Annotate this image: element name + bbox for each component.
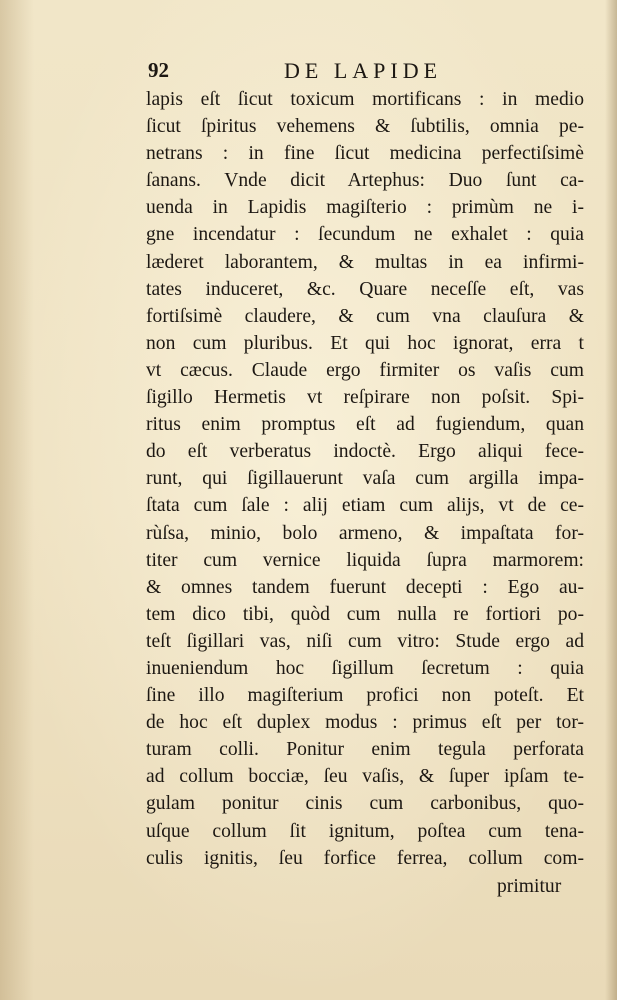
text-line: gulam ponitur cinis cum carbonibus, quo-	[146, 793, 584, 815]
text-line: & omnes tandem fuerunt decepti : Ego au-	[146, 576, 584, 598]
text-line: læderet laborantem, & multas in ea infirmi-	[146, 251, 584, 273]
text-line: uenda in Lapidis magiſterio : primùm ne i-	[146, 197, 584, 219]
text-line: rùſsa, minio, bolo armeno, & impaſtata for-	[146, 522, 584, 544]
running-title: DE LAPIDE	[284, 58, 443, 83]
text-line: netrans : in fine ſicut medicina perfectiſsimè	[146, 143, 584, 165]
text-line: ſtata cum ſale : alij etiam cum alijs, vt de ce-	[146, 495, 584, 517]
text-line: turam colli. Ponitur enim tegula perforata	[146, 739, 584, 761]
text-line: non cum pluribus. Et qui hoc ignorat, erra t	[146, 332, 584, 354]
running-head	[148, 58, 458, 84]
text-line: ad collum bocciæ, ſeu vaſis, & ſuper ipſam te-	[146, 766, 584, 788]
text-line: uſque collum ſit ignitum, poſtea cum tena-	[146, 820, 584, 842]
text-line: gne incendatur : ſecundum ne exhalet : quia	[146, 224, 584, 246]
text-line: inueniendum hoc ſigillum ſecretum : quia	[146, 657, 584, 679]
text-line: lapis eſt ſicut toxicum mortificans : in medio	[146, 89, 584, 110]
text-line: titer cum vernice liquida ſupra marmorem:	[146, 549, 584, 571]
text-line: de hoc eſt duplex modus : primus eſt per tor-	[146, 712, 584, 734]
text-line: do eſt verberatus indoctè. Ergo aliqui fece-	[146, 441, 584, 463]
text-line: ſigillo Hermetis vt reſpirare non poſsit. Spi-	[146, 387, 584, 409]
text-line: runt, qui ſigillauerunt vaſa cum argilla impa-	[146, 468, 584, 490]
text-line: fortiſsimè claudere, & cum vna clauſura &	[146, 305, 584, 327]
text-line: vt cæcus. Claude ergo firmiter os vaſis cum	[146, 359, 584, 381]
text-line: ſanans. Vnde dicit Artephus: Duo ſunt ca-	[146, 170, 584, 192]
text-line: tates induceret, &c. Quare neceſſe eſt, vas	[146, 278, 584, 300]
page-number: 92	[148, 58, 169, 82]
text-line: ſine illo magiſterium profici non poteſt. Et	[146, 685, 584, 707]
body-text	[146, 86, 584, 872]
text-line: teſt ſigillari vas, niſi cum vitro: Stude ergo ad	[146, 630, 584, 652]
text-line: tem dico tibi, quòd cum nulla re fortiori po-	[146, 603, 584, 625]
catchword: primitur	[497, 876, 562, 897]
text-line: culis ignitis, ſeu forfice ferrea, collum com-	[146, 847, 584, 869]
text-line: ſicut ſpiritus vehemens & ſubtilis, omnia pe-	[146, 116, 584, 138]
text-line: ritus enim promptus eſt ad fugiendum, quan	[146, 414, 584, 436]
